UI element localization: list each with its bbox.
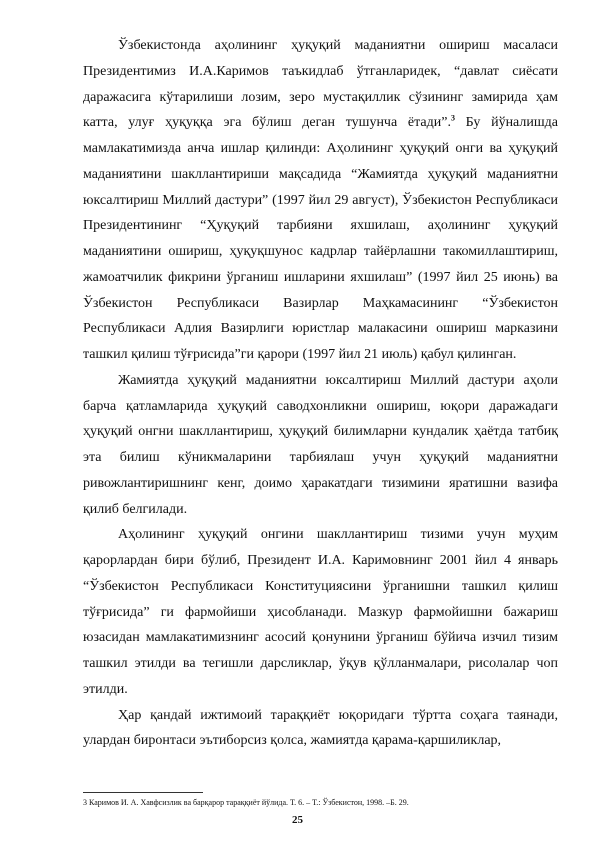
paragraph-4: Ҳар қандай ижтимоий тараққиёт юқоридаги тўртта соҳага таянади, улардан биронтаси эътиборсиз қолса, жамиятда қарама-қаршиликлар,: [83, 707, 558, 749]
paragraph-2: Жамиятда ҳуқуқий маданиятни юксалтириш Миллий дастури аҳоли барча қатламларида ҳуқуқий саводхонликни ошириш, юқори даражадаги ҳуқуқий онгни шакллантириш, ҳуқуқий билимларни кундалик ҳаётда татбиқ эта билиш кўникмаларини тарбиялаш учун ҳуқуқий маданиятни ривожлантиришнинг кенг, доимо ҳаракатдаги тизимини яратишни вазифа қилиб белгилади.: [83, 372, 558, 517]
body-text: [83, 33, 558, 754]
footnote-reference[interactable]: 3: [450, 113, 455, 123]
paragraph-3: Аҳолининг ҳуқуқий онгини шакллантириш тизими учун муҳим қарорлардан бири бўлиб, Президент И.А. Каримовнинг 2001 йил 4 январь “Ўзбекистон Республикаси Конституциясини ўрганишни ташкил қилиш тўғрисида” ги фармойиши ҳисобланади. Мазкур фармойишни бажариш юзасидан мамлакатимизнинг асосий қонунини ўрганиш бўйича изчил тизим ташкил этилди ва тегишли дарсликлар, ўқув қўлланмалари, рисолалар чоп этилди.: [83, 527, 558, 697]
footnote: 3 Каримов И. А. Хавфсизлик ва барқарор тараққиёт йўлида. Т. 6. – Т.: Ўзбекистон, 1998. –Б. 29.: [83, 798, 409, 807]
footnote-separator: [83, 792, 203, 793]
page-number: 25: [292, 814, 303, 826]
paragraph-1: [83, 33, 558, 368]
paragraph-1-text: Ўзбекистонда аҳолининг ҳуқуқий маданиятни ошириш масаласи Президентимиз И.А.Каримов таъкидлаб ўтганларидек, “давлат сиёсати даражасига кўтарилиши лозим, зеро мустақиллик сўзининг замирида ҳам катта, улуғ ҳуқуққа эга бўлиш деган тушунча ётади”.: [83, 38, 558, 131]
paragraph-1-continuation: Бу йўналишда мамлакатимизда анча ишлар қилинди: Аҳолининг ҳуқуқий онги ва ҳуқуқий маданиятини шакллантириши мақсадида “Жамиятда ҳуқуқий маданиятни юксалтириш Миллий дастури” (1997 йил 29 август), Ўзбекистон Республикаси Президентининг “Ҳуқуқий тарбияни яхшилаш, аҳолининг ҳуқуқий маданиятини ошириш, ҳуқуқшунос кадрлар тайёрлашни такомиллаштириш, жамоатчилик фикрини ўрганиш ишларини яхшилаш” (1997 йил 25 июнь) ва Ўзбекистон Республикаси Вазирлар Маҳкамасининг “Ўзбекистон Республикаси Адлия Вазирлиги юристлар малакасини ошириш марказини ташкил қилиш тўғрисида”ги қарори (1997 йил 21 июль) қабул қилинган.: [83, 115, 558, 362]
